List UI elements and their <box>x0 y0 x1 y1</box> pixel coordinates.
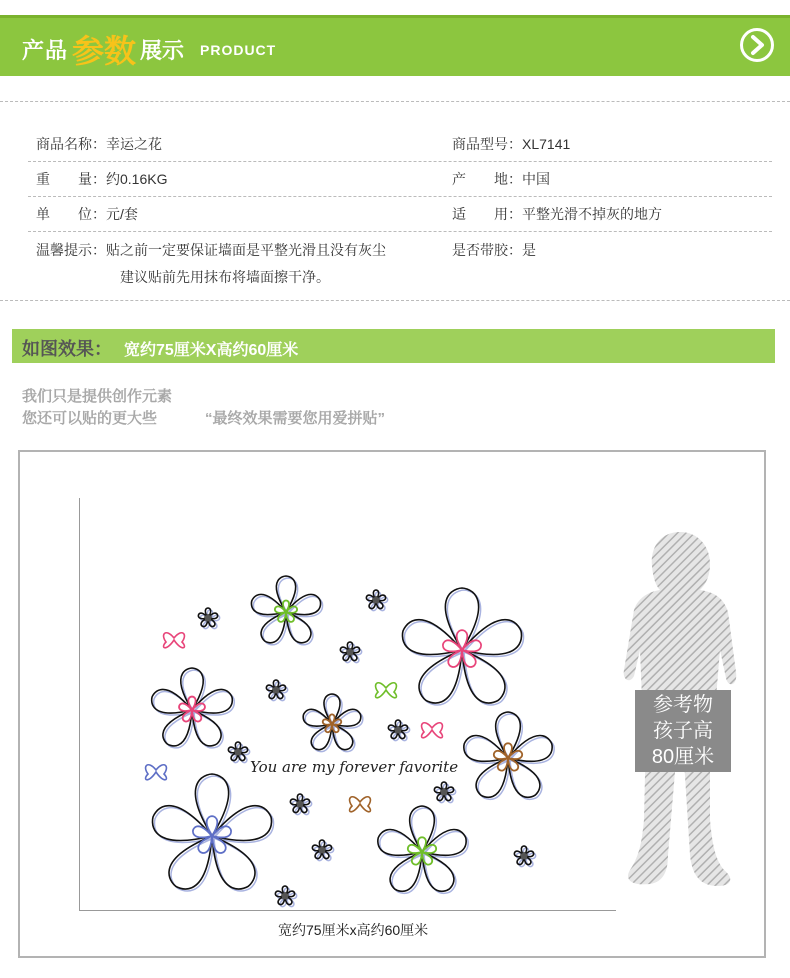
divider <box>0 101 790 102</box>
spec-label: 商品名称： <box>36 136 106 152</box>
reference-line2: 孩子高 <box>653 720 713 742</box>
size-caption: 宽约75厘米x高约60厘米 <box>278 922 429 938</box>
spec-origin <box>452 169 550 189</box>
height-axis-line <box>79 498 80 910</box>
spec-tip <box>36 240 386 260</box>
divider <box>28 161 772 162</box>
spec-label: 重 量： <box>36 171 106 187</box>
section-banner <box>0 15 790 76</box>
divider <box>28 231 772 232</box>
divider <box>0 300 790 301</box>
reference-label <box>635 690 731 772</box>
spec-value: 贴之前一定要保证墙面是平整光滑且没有灰尘 <box>106 242 386 258</box>
spec-use <box>452 204 662 224</box>
effect-size: 宽约75厘米X高约60厘米 <box>124 342 299 359</box>
spec-value: XL7141 <box>522 136 571 152</box>
spec-label: 是否带胶： <box>452 242 522 258</box>
spec-value: 中国 <box>522 171 550 187</box>
note-line2b: “最终效果需要您用爱拼贴” <box>205 410 386 427</box>
banner-title-part3: 展示 <box>140 38 185 63</box>
spec-weight <box>36 169 167 189</box>
width-axis-line <box>79 910 616 911</box>
effect-heading-bar <box>12 329 775 363</box>
spec-model <box>452 134 570 154</box>
spec-value: 幸运之花 <box>106 136 162 152</box>
spec-value: 约0.16KG <box>106 171 168 187</box>
reference-line1: 参考物 <box>653 694 713 716</box>
spec-value: 是 <box>522 242 536 258</box>
spec-label: 温馨提示： <box>36 242 106 258</box>
reference-line3: 80厘米 <box>651 746 715 768</box>
spec-glue <box>452 240 536 260</box>
spec-label: 商品型号： <box>452 136 522 152</box>
spec-label: 产 地： <box>452 171 522 187</box>
spec-value: 平整光滑不掉灰的地方 <box>522 206 662 222</box>
banner-title-english: PRODUCT <box>200 42 277 58</box>
spec-tip-line2: 建议贴前先用抹布将墙面擦干净。 <box>120 269 330 285</box>
script-text: You are my forever favorite <box>250 758 459 776</box>
spec-label: 单 位： <box>36 206 106 222</box>
next-arrow-icon[interactable] <box>740 28 774 62</box>
spec-value: 元/套 <box>106 206 138 222</box>
effect-heading: 如图效果： <box>22 339 112 359</box>
banner-title-part1: 产品 <box>22 38 69 63</box>
divider <box>28 196 772 197</box>
note-line1: 我们只是提供创作元素 <box>22 388 173 405</box>
spec-label: 适 用： <box>452 206 522 222</box>
note-line2a: 您还可以贴的更大些 <box>22 410 158 427</box>
spec-unit <box>36 204 138 224</box>
banner-title-highlight: 参数 <box>72 33 137 69</box>
spec-name <box>36 134 162 154</box>
